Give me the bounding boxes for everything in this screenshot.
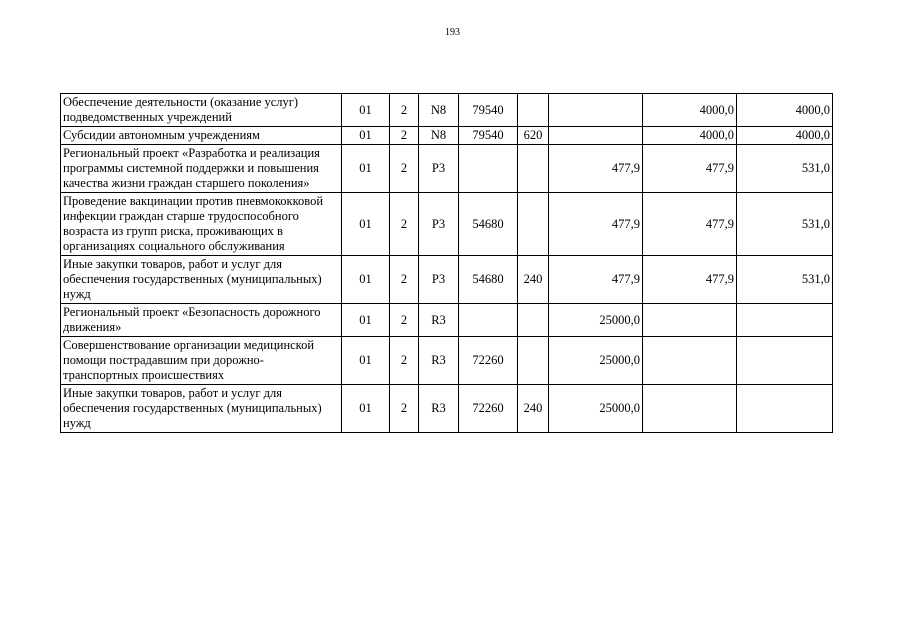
code-expense-type: 240: [518, 385, 549, 433]
table-row: [61, 385, 833, 433]
amount-1: 25000,0: [549, 337, 643, 385]
amount-2: [643, 385, 737, 433]
code-direction: R3: [419, 385, 459, 433]
code-expense-type: [518, 145, 549, 193]
row-name: Обеспечение деятельности (оказание услуг) подведомственных учреждений: [61, 94, 342, 127]
amount-2: 477,9: [643, 193, 737, 256]
row-name: Иные закупки товаров, работ и услуг для обеспечения государственных (муниципальных) нужд: [61, 385, 342, 433]
amount-2: 4000,0: [643, 127, 737, 145]
row-name: Региональный проект «Безопасность дорожного движения»: [61, 304, 342, 337]
code-program: 01: [342, 127, 390, 145]
amount-1: 477,9: [549, 193, 643, 256]
amount-2: [643, 337, 737, 385]
code-expense-type: 240: [518, 256, 549, 304]
table-row: [61, 193, 833, 256]
code-subprogram: 2: [390, 337, 419, 385]
amount-3: [737, 337, 833, 385]
code-subprogram: 2: [390, 127, 419, 145]
code-subprogram: 2: [390, 304, 419, 337]
code-expense-type: [518, 337, 549, 385]
code-program: 01: [342, 304, 390, 337]
table-row: [61, 145, 833, 193]
code-subprogram: 2: [390, 145, 419, 193]
amount-2: 4000,0: [643, 94, 737, 127]
code-program: 01: [342, 256, 390, 304]
code-target: [459, 304, 518, 337]
amount-3: [737, 304, 833, 337]
code-subprogram: 2: [390, 94, 419, 127]
code-target: 72260: [459, 337, 518, 385]
amount-3: 531,0: [737, 256, 833, 304]
code-program: 01: [342, 94, 390, 127]
code-program: 01: [342, 337, 390, 385]
amount-2: 477,9: [643, 145, 737, 193]
row-name: Региональный проект «Разработка и реализация программы системной поддержки и повышения качества жизни граждан старшего поколения»: [61, 145, 342, 193]
table-row: [61, 127, 833, 145]
code-direction: P3: [419, 145, 459, 193]
code-target: 54680: [459, 256, 518, 304]
amount-1: 477,9: [549, 256, 643, 304]
code-subprogram: 2: [390, 256, 419, 304]
code-direction: N8: [419, 94, 459, 127]
code-program: 01: [342, 193, 390, 256]
budget-table: [60, 93, 833, 433]
row-name: Иные закупки товаров, работ и услуг для обеспечения государственных (муниципальных) нужд: [61, 256, 342, 304]
code-subprogram: 2: [390, 385, 419, 433]
amount-1: [549, 94, 643, 127]
code-expense-type: 620: [518, 127, 549, 145]
amount-1: 477,9: [549, 145, 643, 193]
code-program: 01: [342, 385, 390, 433]
table-row: [61, 94, 833, 127]
amount-3: 4000,0: [737, 127, 833, 145]
amount-1: 25000,0: [549, 304, 643, 337]
code-expense-type: [518, 193, 549, 256]
code-expense-type: [518, 94, 549, 127]
table-row: [61, 337, 833, 385]
code-target: [459, 145, 518, 193]
code-direction: P3: [419, 256, 459, 304]
code-program: 01: [342, 145, 390, 193]
code-target: 79540: [459, 127, 518, 145]
code-target: 79540: [459, 94, 518, 127]
row-name: Проведение вакцинации против пневмококковой инфекции граждан старше трудоспособного возраста из групп риска, проживающих в организациях социального обслуживания: [61, 193, 342, 256]
code-direction: R3: [419, 304, 459, 337]
code-target: 72260: [459, 385, 518, 433]
code-direction: N8: [419, 127, 459, 145]
row-name: Субсидии автономным учреждениям: [61, 127, 342, 145]
code-expense-type: [518, 304, 549, 337]
page-number: 193: [445, 27, 460, 38]
amount-3: 4000,0: [737, 94, 833, 127]
amount-3: [737, 385, 833, 433]
code-direction: R3: [419, 337, 459, 385]
amount-2: 477,9: [643, 256, 737, 304]
amount-1: 25000,0: [549, 385, 643, 433]
table-row: [61, 256, 833, 304]
code-target: 54680: [459, 193, 518, 256]
amount-3: 531,0: [737, 193, 833, 256]
amount-3: 531,0: [737, 145, 833, 193]
amount-1: [549, 127, 643, 145]
code-subprogram: 2: [390, 193, 419, 256]
table-row: [61, 304, 833, 337]
code-direction: P3: [419, 193, 459, 256]
amount-2: [643, 304, 737, 337]
row-name: Совершенствование организации медицинской помощи пострадавшим при дорожно-транспортных происшествиях: [61, 337, 342, 385]
